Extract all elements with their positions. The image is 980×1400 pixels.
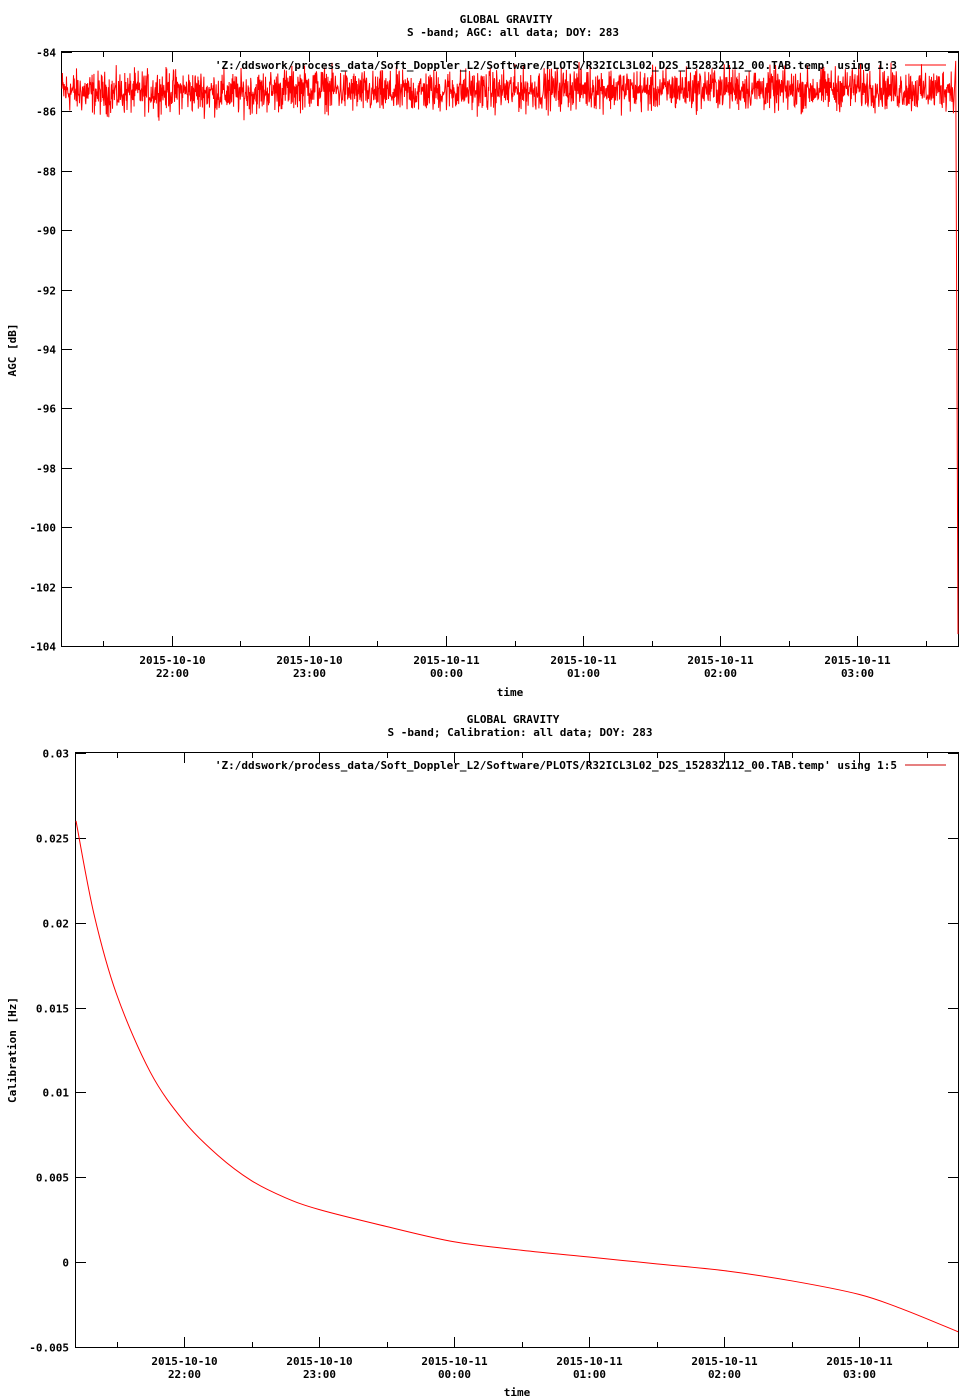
x-tick-time: 00:00 (437, 1368, 472, 1381)
x-tick-time: 01:00 (566, 667, 601, 680)
x-tick-date: 2015-10-11 (413, 654, 480, 667)
x-tick-date: 2015-10-11 (556, 1355, 623, 1368)
y-tick-label: -96 (36, 402, 56, 416)
x-tick-date: 2015-10-10 (286, 1355, 353, 1368)
x-tick-time: 22:00 (155, 667, 190, 680)
series-layer (62, 61, 958, 634)
y-axis (30, 47, 959, 654)
y-tick-label: 0.03 (42, 747, 69, 761)
series-layer (76, 821, 958, 1332)
plot-frame (76, 753, 959, 1348)
y-axis (29, 748, 958, 1355)
y-tick-label: 0.025 (35, 832, 69, 846)
y-tick-label: -100 (29, 521, 56, 535)
legend (215, 759, 946, 772)
y-tick-label: -0.005 (29, 1341, 69, 1355)
x-tick-time: 23:00 (302, 1368, 337, 1381)
y-tick-label: -104 (29, 640, 56, 654)
y-tick-label: 0 (62, 1256, 69, 1270)
x-tick-date: 2015-10-11 (824, 654, 891, 667)
calibration-chart (0, 700, 980, 1400)
x-tick-date: 2015-10-11 (421, 1355, 488, 1368)
x-tick-time: 02:00 (703, 667, 738, 680)
y-axis-label: AGC [dB] (6, 323, 19, 377)
y-tick-label: 0.015 (35, 1002, 69, 1016)
x-tick-date: 2015-10-11 (550, 654, 617, 667)
x-tick-time: 03:00 (842, 1368, 877, 1381)
x-tick-date: 2015-10-10 (276, 654, 343, 667)
series-line-0 (76, 821, 958, 1332)
x-axis (104, 52, 927, 680)
y-tick-label: -88 (36, 165, 56, 179)
chart-subtitle: S -band; Calibration: all data; DOY: 283 (387, 726, 653, 739)
x-tick-time: 22:00 (167, 1368, 202, 1381)
y-tick-label: 0.01 (42, 1086, 69, 1100)
y-tick-label: -90 (36, 224, 56, 238)
x-tick-date: 2015-10-10 (151, 1355, 218, 1368)
chart-subtitle: S -band; AGC: all data; DOY: 283 (407, 26, 619, 39)
chart-title: GLOBAL GRAVITY (466, 713, 560, 726)
x-tick-time: 02:00 (707, 1368, 742, 1381)
x-tick-time: 03:00 (840, 667, 875, 680)
x-axis (118, 753, 928, 1381)
x-tick-date: 2015-10-10 (139, 654, 206, 667)
plot-frame (62, 52, 959, 647)
x-tick-date: 2015-10-11 (826, 1355, 893, 1368)
y-tick-label: -86 (36, 105, 56, 119)
y-tick-label: -92 (36, 284, 56, 298)
x-tick-time: 01:00 (572, 1368, 607, 1381)
series-line-0 (62, 61, 958, 634)
y-tick-label: -102 (29, 581, 56, 595)
x-tick-time: 23:00 (292, 667, 327, 680)
x-tick-time: 00:00 (429, 667, 464, 680)
y-tick-label: -94 (36, 343, 56, 357)
y-tick-label: 0.005 (35, 1171, 69, 1185)
y-tick-label: -84 (36, 46, 56, 60)
legend-label: 'Z:/ddswork/process_data/Soft_Doppler_L2/Software/PLOTS/R32ICL3L02_D2S_152832112_00.TAB.temp' using 1:5 (214, 759, 897, 772)
legend (215, 59, 946, 72)
y-tick-label: -98 (36, 462, 56, 476)
y-axis-label: Calibration [Hz] (6, 997, 19, 1103)
x-axis-label: time (503, 1386, 531, 1399)
x-tick-date: 2015-10-11 (687, 654, 754, 667)
chart-title: GLOBAL GRAVITY (459, 13, 553, 26)
legend-label: 'Z:/ddswork/process_data/Soft_Doppler_L2/Software/PLOTS/R32ICL3L02_D2S_152832112_00.TAB.temp' using 1:3 (214, 59, 897, 72)
x-tick-date: 2015-10-11 (691, 1355, 758, 1368)
x-axis-label: time (496, 686, 524, 699)
y-tick-label: 0.02 (42, 917, 69, 931)
